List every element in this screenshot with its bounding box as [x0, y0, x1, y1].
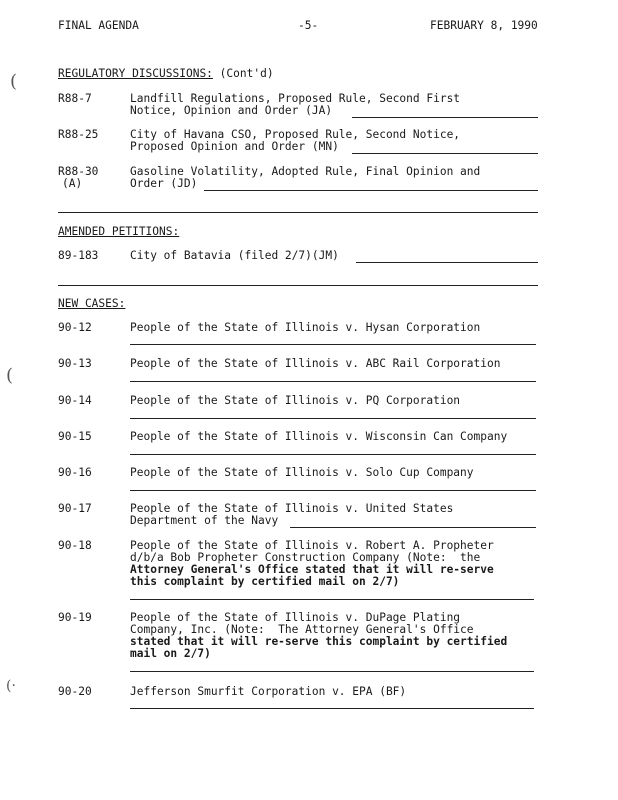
- section-heading-new-cases: NEW CASES:: [58, 297, 126, 310]
- item-text: People of the State of Illinois v. ABC Rail Corporation: [130, 357, 501, 370]
- item-number: R88-25: [58, 128, 99, 141]
- regulatory-heading: REGULATORY DISCUSSIONS:: [58, 67, 213, 80]
- item-text: d/b/a Bob Propheter Construction Company (Note: the: [130, 551, 481, 564]
- item-text: Order (JD): [130, 177, 198, 190]
- item-text: People of the State of Illinois v. DuPage Plating: [130, 611, 461, 624]
- header-title: FINAL AGENDA: [58, 19, 139, 32]
- signature-line: [352, 153, 538, 154]
- item-number: 90-12: [58, 321, 92, 334]
- item-text: mail on 2/7): [130, 647, 211, 660]
- item-text: Department of the Navy: [130, 514, 279, 527]
- item-text: stated that it will re-serve this complaint by certified: [130, 635, 508, 648]
- item-number: 90-20: [58, 685, 92, 698]
- section-heading-amended: AMENDED PETITIONS:: [58, 225, 180, 238]
- item-text: Notice, Opinion and Order (JA): [130, 104, 333, 117]
- item-text: City of Havana CSO, Proposed Rule, Second Notice,: [130, 128, 461, 141]
- section-heading-regulatory: [58, 68, 274, 81]
- item-text: Jefferson Smurfit Corporation v. EPA (BF): [130, 685, 407, 698]
- item-text: People of the State of Illinois v. Hysan Corporation: [130, 321, 481, 334]
- item-number: 90-19: [58, 611, 92, 624]
- item-text: People of the State of Illinois v. Robert A. Propheter: [130, 539, 494, 552]
- item-text: this complaint by certified mail on 2/7): [130, 575, 400, 588]
- signature-line: [356, 262, 538, 263]
- item-number: 90-16: [58, 466, 92, 479]
- signature-line: [130, 708, 534, 709]
- item-number-suffix: (A): [62, 177, 83, 190]
- page-number: -5-: [298, 19, 319, 32]
- item-number: R88-30: [58, 165, 99, 178]
- item-text: Gasoline Volatility, Adopted Rule, Final Opinion and: [130, 165, 481, 178]
- signature-line: [130, 344, 536, 345]
- signature-line: [130, 418, 536, 419]
- regulatory-heading-suffix: (Cont'd): [219, 67, 274, 80]
- item-text: People of the State of Illinois v. Solo Cup Company: [130, 466, 474, 479]
- item-number: R88-7: [58, 92, 92, 105]
- signature-line: [130, 599, 534, 600]
- signature-line: [130, 671, 534, 672]
- item-text: City of Batavia (filed 2/7)(JM): [130, 249, 339, 262]
- item-number: 89-183: [58, 249, 99, 262]
- punch-hole-mark: (·: [6, 678, 16, 694]
- signature-line: [290, 527, 536, 528]
- signature-line: [204, 190, 538, 191]
- item-text: Landfill Regulations, Proposed Rule, Second First: [130, 92, 461, 105]
- item-text: People of the State of Illinois v. United States: [130, 502, 454, 515]
- item-text: Attorney General's Office stated that it will re-serve: [130, 563, 494, 576]
- item-text: People of the State of Illinois v. PQ Corporation: [130, 394, 461, 407]
- item-number: 90-18: [58, 539, 92, 552]
- signature-line: [130, 454, 536, 455]
- item-number: 90-17: [58, 502, 92, 515]
- section-divider: [58, 212, 538, 213]
- item-text: Company, Inc. (Note: The Attorney General's Office: [130, 623, 474, 636]
- item-number: 90-15: [58, 430, 92, 443]
- signature-line: [352, 117, 538, 118]
- section-divider: [58, 285, 538, 286]
- item-text: People of the State of Illinois v. Wisconsin Can Company: [130, 430, 508, 443]
- item-text: Proposed Opinion and Order (MN): [130, 140, 339, 153]
- punch-hole-mark: (: [6, 365, 14, 386]
- punch-hole-mark: (: [10, 71, 18, 92]
- item-number: 90-13: [58, 357, 92, 370]
- item-number: 90-14: [58, 394, 92, 407]
- signature-line: [130, 490, 536, 491]
- signature-line: [130, 381, 536, 382]
- header-date: FEBRUARY 8, 1990: [430, 19, 538, 32]
